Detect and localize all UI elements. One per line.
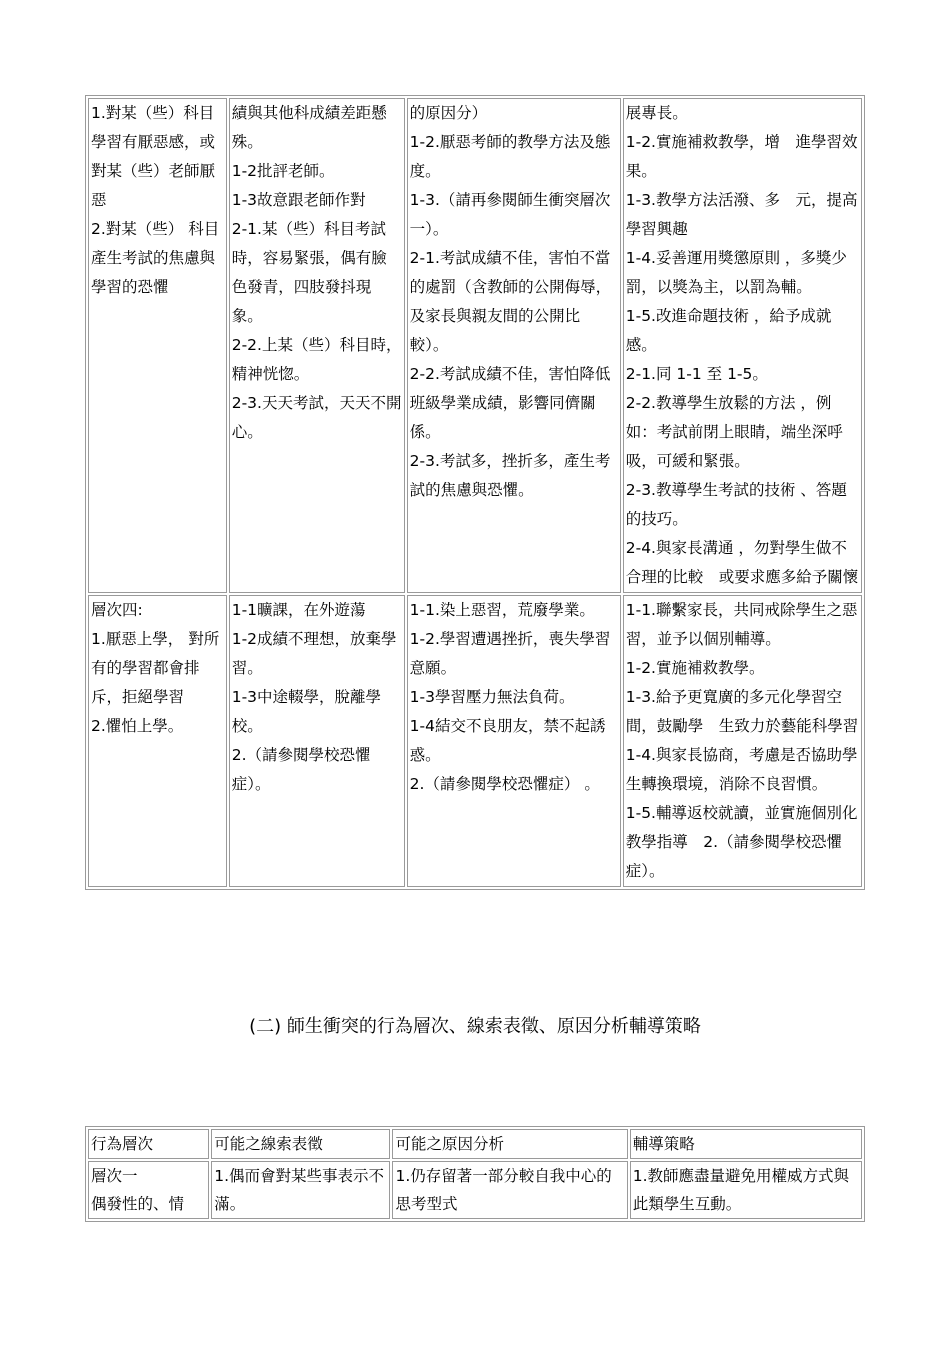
cell-line: 1-3中途輟學，脫離學校。 <box>231 688 382 735</box>
cell-line: 對某（些）老師厭惡 <box>91 162 216 209</box>
cell-line: 1-2.厭惡考師的教學方法及態度。 <box>409 133 611 180</box>
table-cell: 1.教師應盡量避免用權威方式與此類學生互動。 <box>630 1161 862 1219</box>
cell-line: 1-3.教學方法活潑、多 元，提高學習興趣 <box>625 191 858 238</box>
cell-line: 1-2成績不理想，放棄學習。 <box>231 630 397 677</box>
cell-line: 層次四: <box>91 601 143 619</box>
header-behavior-level: 行為層次 <box>88 1129 209 1159</box>
table-row <box>88 1161 862 1219</box>
cell-line: 2-1.某（些）科目考試時，容易緊張，偶有臉色發青，四肢發抖現象。 <box>231 220 387 325</box>
cell-line: 1-5.改進命題技術 ，給予成就感。 <box>625 307 832 354</box>
table-cell: 1.仍存留著一部分較自我中心的思考型式 <box>392 1161 627 1219</box>
header-possible-causes: 可能之原因分析 <box>392 1129 627 1159</box>
table-cell: 1.偶而會對某些事表示不滿。 <box>211 1161 390 1219</box>
strategy-table-continued <box>85 95 865 890</box>
header-possible-cues: 可能之線索表徵 <box>211 1129 390 1159</box>
cell-line: 績與其他科成績差距懸殊。 <box>231 104 387 151</box>
cell-line: 1-3故意跟老師作對 <box>231 191 366 209</box>
cell-line: 1-1.染上惡習，荒廢學業。 <box>409 601 595 619</box>
cell-line: 2-1.同 1-1 至 1-5。 <box>625 365 768 383</box>
table-cell <box>229 595 405 887</box>
table-cell <box>407 98 621 593</box>
teacher-student-conflict-table <box>85 1126 865 1222</box>
cell-line: 1-5.輔導返校就讀，並實施個別化教學指導 2.（請參閱學校恐懼症）。 <box>625 804 858 880</box>
cell-line: 的原因分） <box>409 104 488 122</box>
cell-line: 2-3.考試多，挫折多，產生考試的焦慮與恐懼。 <box>409 452 611 499</box>
cell-line: 1-3.給予更寬廣的多元化學習空間，鼓勵學 生致力於藝能科學習 <box>625 688 859 735</box>
cell-line: 2-3.天天考試，天天不開心。 <box>231 394 402 441</box>
cell-line: 2-2.教導學生放鬆的方法 ，例如：考試前閉上眼睛，端坐深呼吸，可緩和緊張。 <box>625 394 843 470</box>
header-guidance-strategy: 輔導策略 <box>630 1129 862 1159</box>
cell-line: 2-4.與家長溝通 ，勿對學生做不合理的比較 或要求應多給予關懷 <box>625 539 859 586</box>
cell-line: 2.（請參閱學校恐懼症）。 <box>231 746 371 793</box>
cell-line: 1-2.實施補救教學，增 進學習效果。 <box>625 133 858 180</box>
cell-line: 1.厭惡上學， 對所有的學習都會排斥，拒絕學習 <box>91 630 220 706</box>
cell-line: 1.對某（些）科目學習有厭惡感，或 <box>91 104 216 151</box>
table-cell <box>229 98 405 593</box>
cell-line: 2.懼怕上學。 <box>91 717 184 735</box>
strategy-table-body <box>88 98 862 887</box>
cell-line: 2-2.考試成績不佳，害怕降低班級學業成績，影響同儕關係。 <box>409 365 611 441</box>
cell-line: 2-3.教導學生考試的技術 、答題的技巧。 <box>625 481 847 528</box>
cell-line: 1-2.學習遭遇挫折，喪失學習意願。 <box>409 630 611 677</box>
table-header-row <box>88 1129 862 1159</box>
cell-line: 1-2.實施補救教學。 <box>625 659 765 677</box>
table-cell: 層次一 偶發性的、情 <box>88 1161 209 1219</box>
table-cell <box>88 595 227 887</box>
table-row <box>88 98 862 593</box>
table-cell <box>88 98 227 593</box>
table-cell <box>407 595 621 887</box>
cell-line: 2.對某（些） 科目產生考試的焦慮與學習的恐懼 <box>91 220 220 296</box>
table-cell <box>623 98 862 593</box>
table-cell <box>623 595 862 887</box>
cell-line: 2.（請參閱學校恐懼症） 。 <box>409 775 600 793</box>
cell-line: 1-1.聯繫家長，共同戒除學生之惡習，並予以個別輔導。 <box>625 601 858 648</box>
cell-line: 1-3學習壓力無法負荷。 <box>409 688 575 706</box>
cell-line: 1-4.與家長協商，考慮是否協助學生轉換環境，消除不良習慣。 <box>625 746 858 793</box>
section-title: (二) 師生衝突的行為層次、線索表徵、原因分析輔導策略 <box>249 1016 701 1037</box>
cell-line: 1-1曠課，在外遊蕩 <box>231 601 366 619</box>
cell-line: 2-2.上某（些）科目時，精神恍惚。 <box>231 336 402 383</box>
cell-line: 展專長。 <box>625 104 688 122</box>
table-row <box>88 595 862 887</box>
cell-line: 1-4.妥善運用獎懲原則 ，多獎少罰，以獎為主，以罰為輔。 <box>625 249 847 296</box>
cell-line: 2-1.考試成績不佳，害怕不當的處罰（含教師的公開侮辱，及家長與親友間的公開比較）。 <box>409 249 612 354</box>
cell-line: 1-2批評老師。 <box>231 162 335 180</box>
cell-line: 1-4結交不良朋友，禁不起誘惑。 <box>409 717 606 764</box>
cell-line: 1-3.（請再參閱師生衝突層次一）。 <box>409 191 611 238</box>
